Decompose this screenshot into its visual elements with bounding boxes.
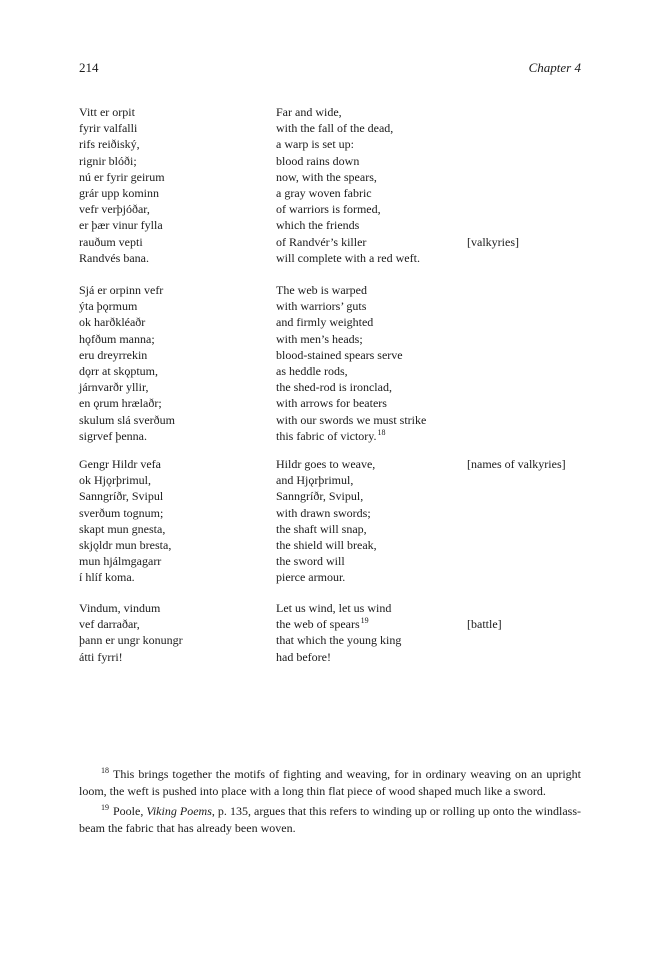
translation-line: with drawn swords;	[276, 505, 371, 520]
chapter-title: Chapter 4	[528, 60, 581, 75]
running-header	[79, 60, 581, 78]
translation-line	[276, 428, 466, 444]
translation-line: with arrows for beaters	[276, 396, 387, 411]
translation-line: the shed-rod is ironclad,	[276, 380, 392, 395]
footnote-19	[79, 803, 581, 837]
translation-line: had before!	[276, 649, 331, 664]
cited-work-title: Viking Poems	[146, 804, 212, 818]
translation-line: Sanngríðr, Svipul,	[276, 489, 364, 504]
verse-line: skapt mun gnesta,	[79, 521, 166, 536]
english-column	[276, 456, 466, 586]
verse-line: dǫrr at skǫptum,	[79, 364, 158, 379]
translation-line: Let us wind, let us wind	[276, 601, 392, 615]
translation-text: the web of spears	[276, 617, 360, 632]
verse-line: ok harðkléaðr	[79, 315, 146, 330]
verse-line: Vindum, vindum	[79, 601, 161, 615]
translation-line: blood rains down	[276, 153, 360, 168]
footnotes	[79, 766, 581, 840]
verse-line: fyrir valfalli	[79, 121, 138, 136]
translation-line: now, with the spears,	[276, 169, 377, 184]
english-column	[276, 600, 466, 665]
verse-line: rauðum vepti	[79, 234, 143, 249]
verse-line: skjǫldr mun bresta,	[79, 538, 172, 553]
translation-line: a gray woven fabric	[276, 186, 372, 201]
translation-line: pierce armour.	[276, 570, 346, 585]
translation-line: as heddle rods,	[276, 364, 348, 379]
verse-line: nú er fyrir geirum	[79, 169, 165, 184]
footnote-text: This brings together the motifs of fighting and weaving, for in ordinary weaving on an upright loom, the weft is pushed into place with a long thin flat piece of wood shaped much like a sword.	[79, 767, 581, 798]
footnote-18	[79, 766, 581, 800]
stanza-2	[79, 282, 581, 444]
translation-line: and firmly weighted	[276, 315, 374, 330]
translation-text: this fabric of victory.	[276, 428, 377, 443]
verse-line: Gengr Hildr vefa	[79, 457, 161, 471]
translation-line: a warp is set up:	[276, 137, 354, 152]
verse-line: í hlíf koma.	[79, 570, 135, 585]
translation-line: of warriors is formed,	[276, 202, 381, 217]
stanza-1	[79, 104, 581, 266]
verse-line: Randvés bana.	[79, 250, 149, 265]
stanza-3	[79, 456, 581, 586]
translation-line: with our swords we must strike	[276, 412, 427, 427]
translation-line: which the friends	[276, 218, 360, 233]
verse-line: járnvarðr yllir,	[79, 380, 149, 395]
old-norse-column	[79, 282, 269, 444]
translation-line: will complete with a red weft.	[276, 250, 420, 265]
translation-line: blood-stained spears serve	[276, 347, 403, 362]
translation-line: the shield will break,	[276, 538, 377, 553]
verse-line: vefr verþjóðar,	[79, 202, 150, 217]
translation-line: of Randvér’s killer	[276, 234, 367, 249]
verse-line: vef darraðar,	[79, 617, 140, 632]
translation-line: the sword will	[276, 554, 345, 569]
footnote-number: 18	[101, 766, 109, 775]
verse-line: Sanngríðr, Svipul	[79, 489, 164, 504]
verse-line: ok Hjǫrþrimul,	[79, 473, 151, 488]
old-norse-column	[79, 456, 269, 586]
margin-note: [battle]	[467, 617, 502, 632]
verse-line: Vitt er orpit	[79, 105, 135, 119]
footnote-text: Poole,	[113, 804, 147, 818]
page-number: 214	[79, 60, 99, 75]
verse-line: skulum slá sverðum	[79, 412, 175, 427]
verse-line: ýta þǫrmum	[79, 299, 138, 314]
footnote-ref-19[interactable]: 19	[360, 616, 369, 626]
translation-line	[276, 616, 466, 632]
translation-line: that which the young king	[276, 633, 402, 648]
footnote-number: 19	[101, 803, 109, 812]
old-norse-column	[79, 600, 269, 665]
english-column	[276, 282, 466, 444]
margin-note: [valkyries]	[467, 234, 519, 249]
verse-line: er þær vinur fylla	[79, 218, 163, 233]
translation-line: with warriors’ guts	[276, 299, 367, 314]
margin-note: [names of valkyries]	[467, 457, 566, 471]
verse-line: grár upp kominn	[79, 186, 159, 201]
footnote-text: , p. 135, argues that this refers to winding up or rolling up onto the windlass-beam the fabric that has already been woven.	[79, 804, 581, 835]
verse-line: sigrvef þenna.	[79, 428, 147, 443]
verse-line: Sjá er orpinn vefr	[79, 283, 164, 297]
translation-line: the shaft will snap,	[276, 521, 367, 536]
translation-line: Hildr goes to weave,	[276, 457, 376, 471]
verse-line: rifs reiðiský,	[79, 137, 140, 152]
verse-line: sverðum tognum;	[79, 505, 164, 520]
translation-line: The web is warped	[276, 283, 367, 297]
verse-line: þann er ungr konungr	[79, 633, 183, 648]
verse-line: hǫfðum manna;	[79, 331, 155, 346]
footnote-ref-18[interactable]: 18	[377, 427, 386, 437]
verse-line: en ǫrum hrælaðr;	[79, 396, 162, 411]
translation-line: with men’s heads;	[276, 331, 363, 346]
translation-line: with the fall of the dead,	[276, 121, 394, 136]
stanza-4	[79, 600, 581, 665]
english-column	[276, 104, 466, 266]
old-norse-column	[79, 104, 269, 266]
verse-line: rignir blóði;	[79, 153, 137, 168]
translation-line: and Hjǫrþrimul,	[276, 473, 354, 488]
verse-line: átti fyrri!	[79, 649, 123, 664]
verse-line: eru dreyrrekin	[79, 347, 148, 362]
verse-line: mun hjálmgagarr	[79, 554, 162, 569]
translation-line: Far and wide,	[276, 105, 342, 119]
